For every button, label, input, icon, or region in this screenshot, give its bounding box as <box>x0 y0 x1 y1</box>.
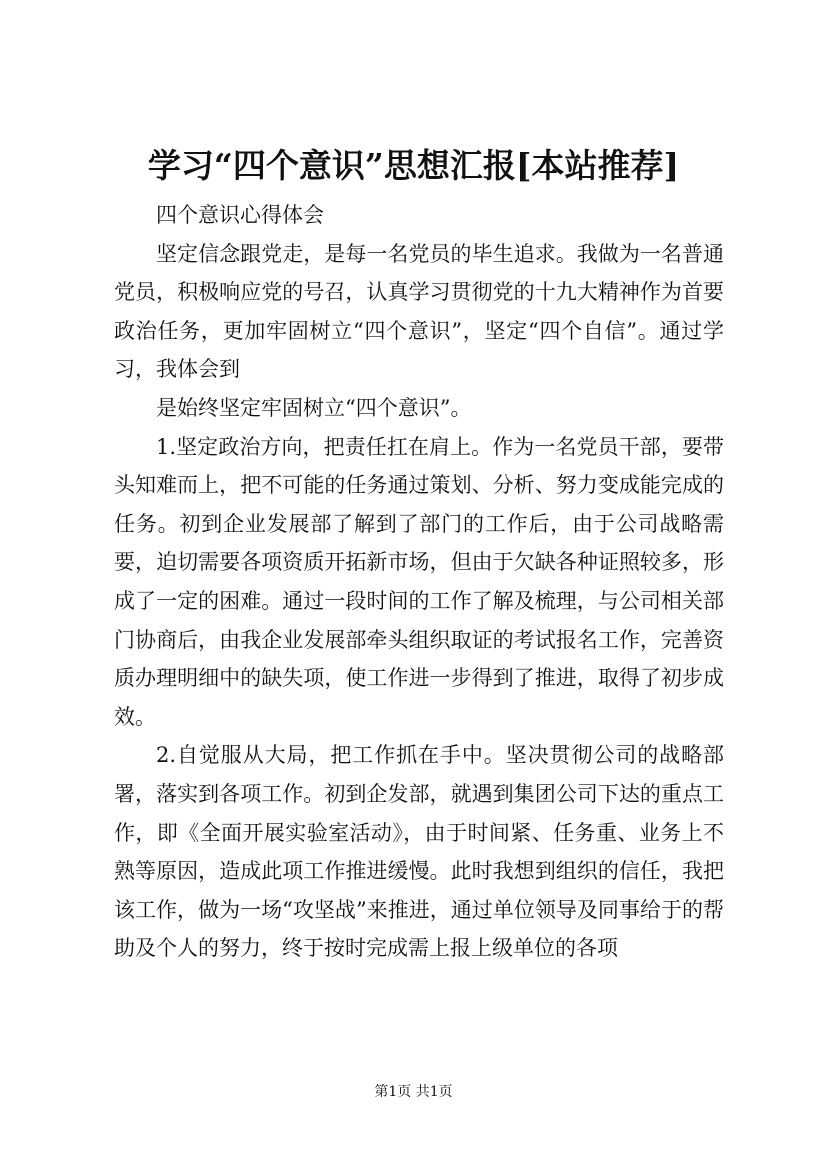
paragraph-point-2: 2.自觉服从大局，把工作抓在手中。坚决贯彻公司的战略部署，落实到各项工作。初到企发部，就遇到集团公司下达的重点工作，即《全面开展实验室活动》，由于时间紧、任务重、业务上不熟等原因，造成此项工作推进缓慢。此时我想到组织的信任，我把该工作，做为一场“攻坚战”来推进，通过单位领导及同事给于的帮助及个人的努力，终于按时完成需上报上级单位的各项 <box>114 743 724 961</box>
paragraph-intro: 坚定信念跟党走，是每一名党员的毕生追求。我做为一名普通党员，积极响应党的号召，认真学习贯彻党的十九大精神作为首要政治任务，更加牢固树立“四个意识”，坚定“四个自信”。通过学习，我体会到 <box>114 241 724 382</box>
paragraph-point-1: 1.坚定政治方向，把责任扛在肩上。作为一名党员干部，要带头知难而上，把不可能的任务通过策划、分析、努力变成能完成的任务。初到企业发展部了解到了部门的工作后，由于公司战略需要，迫切需要各项资质开拓新市场，但由于欠缺各种证照较多，形成了一定的困难。通过一段时间的工作了解及梳理，与公司相关部门协商后，由我企业发展部牵头组织取证的考试报名工作，完善资质办理明细中的缺失项，使工作进一步得到了推进，取得了初步成效。 <box>114 434 724 729</box>
paragraph-subtitle: 四个意识心得体会 <box>156 203 324 227</box>
paragraph-summary: 是始终坚定牢固树立“四个意识”。 <box>156 395 472 420</box>
document-body <box>114 196 724 968</box>
document-title: 学习“四个意识”思想汇报[本站推荐] <box>147 146 680 185</box>
page-footer: 第1页 共1页 <box>374 1084 453 1100</box>
